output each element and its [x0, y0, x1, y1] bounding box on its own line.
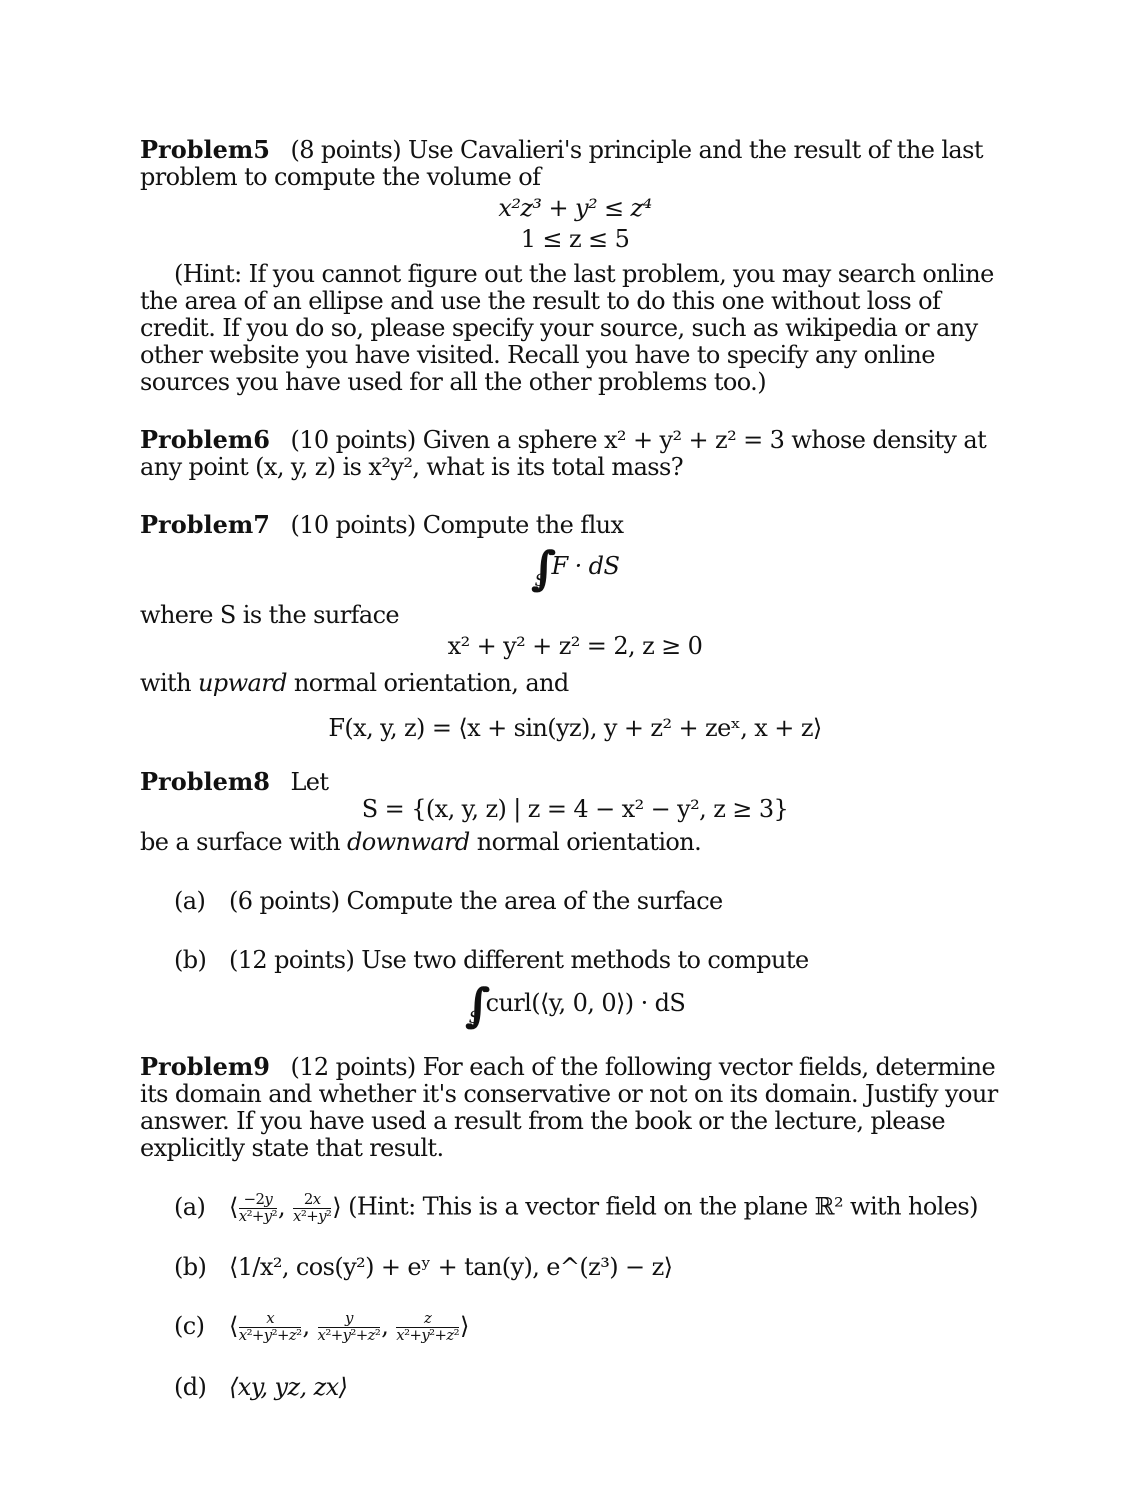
- problem-7: [140, 511, 1010, 539]
- problem-7-heading: Problem: [140, 510, 254, 539]
- integral-subscript: S: [534, 570, 546, 590]
- problem-8-text: Let: [290, 768, 329, 796]
- part-b-text: (12 points) Use two different methods to compute: [229, 946, 809, 974]
- problem-8-part-b: [174, 947, 1010, 974]
- p9-part-d-field: ⟨xy, yz, zx⟩: [229, 1372, 348, 1401]
- orientation-post: normal orientation, and: [286, 669, 569, 697]
- problem-9-heading: Problem: [140, 1052, 254, 1081]
- p9-part-a-field: ⟨ $\frac{-2y}{\text{x²+y²}}$ , $\frac{2x}{\text{x²+y²}}$ ⟩: [229, 1190, 342, 1225]
- problem-8-part-a: [174, 888, 1010, 915]
- problem-5-number: 5: [253, 135, 270, 164]
- problem-5-text: (8 points) Use Cavalieri's principle and the result of the last problem to compute the volume of: [140, 136, 983, 191]
- problem-8-heading: Problem: [140, 767, 254, 796]
- problem-9-part-a: [174, 1192, 1010, 1224]
- orientation8-pre: be a surface with: [140, 828, 347, 856]
- problem-9-part-b: [174, 1254, 1010, 1281]
- problem-9-part-c: [174, 1311, 1010, 1343]
- problem-8-number: 8: [253, 767, 270, 796]
- orientation8-post: normal orientation.: [469, 828, 702, 856]
- problem-8-orientation: [140, 829, 1010, 856]
- orientation-pre: with: [140, 669, 198, 697]
- problem-5-inequality-2: 1 ≤ z ≤ 5: [520, 225, 630, 253]
- p9-part-b-field: ⟨1/x², cos(y²) + eʸ + tan(y), e^(z³) − z⟩: [229, 1253, 673, 1282]
- orientation-downward: downward: [347, 828, 470, 856]
- document-page: [140, 136, 1010, 1401]
- problem-9-part-d: [174, 1374, 1010, 1401]
- p9-part-a-label: (a): [174, 1192, 206, 1221]
- part-a-text: (6 points) Compute the area of the surface: [229, 887, 723, 915]
- p9-part-c-field: ⟨ $\frac{x}{\text{x²+y²+z²}}$ , $\frac{y}{\text{x²+y²+z²}}$ , $\frac{z}{\text{x²+y²+z²}}$ ⟩: [229, 1309, 469, 1344]
- orientation-upward: upward: [197, 669, 287, 697]
- problem-6-heading: Problem: [140, 425, 254, 454]
- p9-part-d-label: (d): [174, 1372, 207, 1401]
- problem-5-hint: (Hint: If you cannot figure out the last problem, you may search online the area of an ellipse and use the result to do this one without loss of credit. If you do so, please specify your source, such as wikipedia or any other website you have visited. Recall you have to specify any online sources you have used for all the other problems too.): [140, 260, 994, 396]
- problem-5-heading: Problem: [140, 135, 254, 164]
- p9-part-a-hint: (Hint: This is a vector field on the plane ℝ² with holes): [348, 1192, 978, 1221]
- problem-7-number: 7: [253, 510, 270, 539]
- flux-integrand: F · dS: [551, 552, 620, 580]
- problem-8: [140, 768, 1010, 796]
- p9-part-b-label: (b): [174, 1253, 207, 1282]
- problem-7-surface-equation: x² + y² + z² = 2, z ≥ 0: [447, 632, 703, 660]
- problem-7-orientation: [140, 670, 1010, 697]
- problem-5-inequality-1: x²z³ + y² ≤ z⁴: [498, 194, 652, 222]
- problem-6-number: 6: [253, 425, 270, 454]
- problem-9-number: 9: [253, 1052, 270, 1081]
- part-a-label: (a): [174, 887, 206, 915]
- problem-5: [140, 136, 1010, 191]
- problem-6-text: (10 points) Given a sphere x² + y² + z² = 3 whose density at any point (x, y, z) is x²y², what is its total mass?: [140, 426, 987, 481]
- problem-6: [140, 426, 1010, 481]
- curl-integrand: curl(⟨y, 0, 0⟩) · dS: [485, 989, 686, 1017]
- double-integral-symbol-2: ∫∫: [464, 978, 469, 1032]
- problem-7-where: where S is the surface: [140, 601, 400, 629]
- problem-7-vector-field: F(x, y, z) = ⟨x + sin(yz), y + z² + zeˣ, x + z⟩: [328, 714, 822, 742]
- double-integral-symbol: ∫∫: [530, 541, 535, 595]
- part-b-label: (b): [174, 946, 207, 974]
- problem-8-curl-integral: [140, 978, 1010, 1032]
- integral-subscript-2: S: [468, 1007, 480, 1027]
- problem-7-text: (10 points) Compute the flux: [290, 511, 624, 539]
- problem-9-text: (12 points) For each of the following vector fields, determine its domain and whether it's conservative or not on its domain. Justify your answer. If you have used a result from the book or the lecture, please explicitly state that result.: [140, 1053, 998, 1162]
- p9-part-c-label: (c): [174, 1311, 205, 1340]
- problem-7-flux-integral: [140, 541, 1010, 595]
- problem-9: [140, 1053, 1010, 1162]
- problem-8-surface-set: S = {(x, y, z) | z = 4 − x² − y², z ≥ 3}: [361, 795, 789, 823]
